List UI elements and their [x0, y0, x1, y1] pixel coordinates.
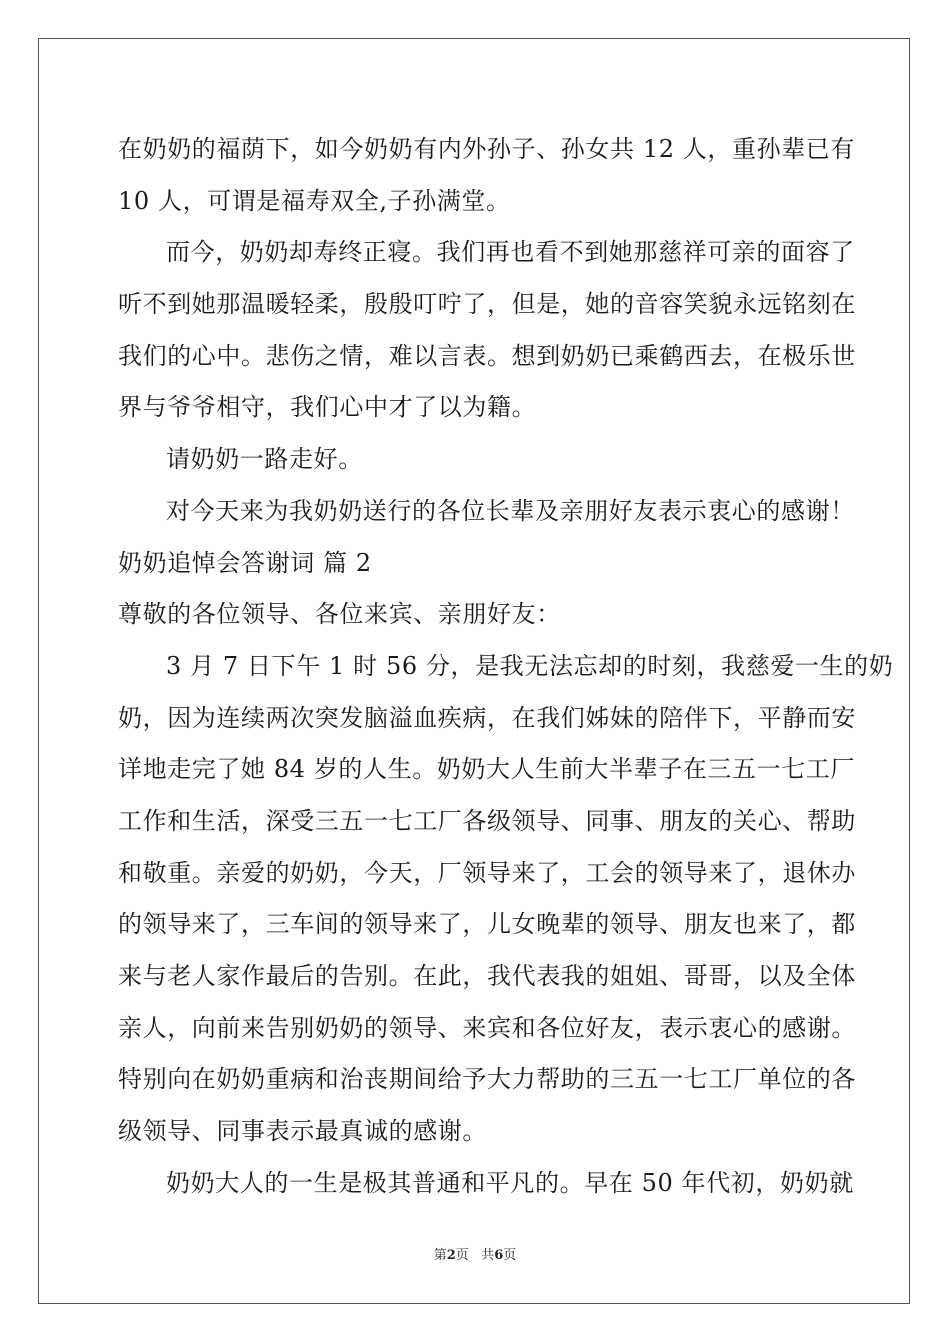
text-line: 亲人，向前来告别奶奶的领导、来宾和各位好友，表示衷心的感谢。 [118, 1013, 856, 1042]
paragraph-line: 奶奶大人的一生是极其普通和平凡的。早在 50 年代初，奶奶就 [166, 1168, 854, 1197]
page-prefix: 第 [433, 1248, 447, 1263]
page-footer [0, 1247, 950, 1265]
text-line: 来与老人家作最后的告别。在此，我代表我的姐姐、哥哥，以及全体 [118, 962, 856, 990]
paragraph-line: 请奶奶一路走好。 [166, 445, 363, 474]
paragraph-line: 对今天来为我奶奶送行的各位长辈及亲朋好友表示衷心的感谢！ [166, 496, 855, 525]
text-line: 界与爷爷相守，我们心中才了以为籍。 [118, 393, 537, 422]
text-line: 我们的心中。悲伤之情，难以言表。想到奶奶已乘鹤西去，在极乐世 [118, 341, 856, 370]
page-unit: 页 [455, 1248, 469, 1263]
salutation: 尊敬的各位领导、各位来宾、亲朋好友： [118, 600, 561, 629]
text-line: 10 人，可谓是福寿双全,子孙满堂。 [118, 186, 511, 215]
page-current: 2 [446, 1248, 456, 1263]
page-total: 6 [494, 1248, 504, 1263]
total-prefix: 共 [481, 1248, 495, 1263]
total-unit: 页 [503, 1248, 517, 1263]
text-line: 详地走完了她 84 岁的人生。奶奶大人生前大半辈子在三五一七工厂 [118, 755, 855, 784]
text-line: 特别向在奶奶重病和治丧期间给予大力帮助的三五一七工厂单位的各 [118, 1065, 856, 1094]
text-line: 和敬重。亲爱的奶奶，今天，厂领导来了，工会的领导来了，退休办 [118, 858, 856, 887]
section-heading: 奶奶追悼会答谢词 篇 2 [118, 548, 372, 577]
text-line: 的领导来了，三车间的领导来了，儿女晚辈的领导、朋友也来了，都 [118, 910, 856, 939]
paragraph-line: 而今，奶奶却寿终正寝。我们再也看不到她那慈祥可亲的面容了 [166, 238, 855, 267]
text-line: 在奶奶的福荫下，如今奶奶有内外孙子、孙女共 12 人，重孙辈已有 [118, 135, 855, 163]
text-line: 听不到她那温暖轻柔，殷殷叮咛了，但是，她的音容笑貌永远铭刻在 [118, 290, 856, 319]
paragraph-line: 3 月 7 日下午 1 时 56 分，是我无法忘却的时刻，我慈爱一生的奶 [166, 651, 894, 680]
text-line: 级领导、同事表示最真诚的感谢。 [118, 1117, 487, 1146]
text-line: 奶，因为连续两次突发脑溢血疾病，在我们姊妹的陪伴下，平静而安 [118, 703, 856, 732]
text-line: 工作和生活，深受三五一七工厂各级领导、同事、朋友的关心、帮助 [118, 806, 856, 835]
document-body [118, 124, 894, 1209]
